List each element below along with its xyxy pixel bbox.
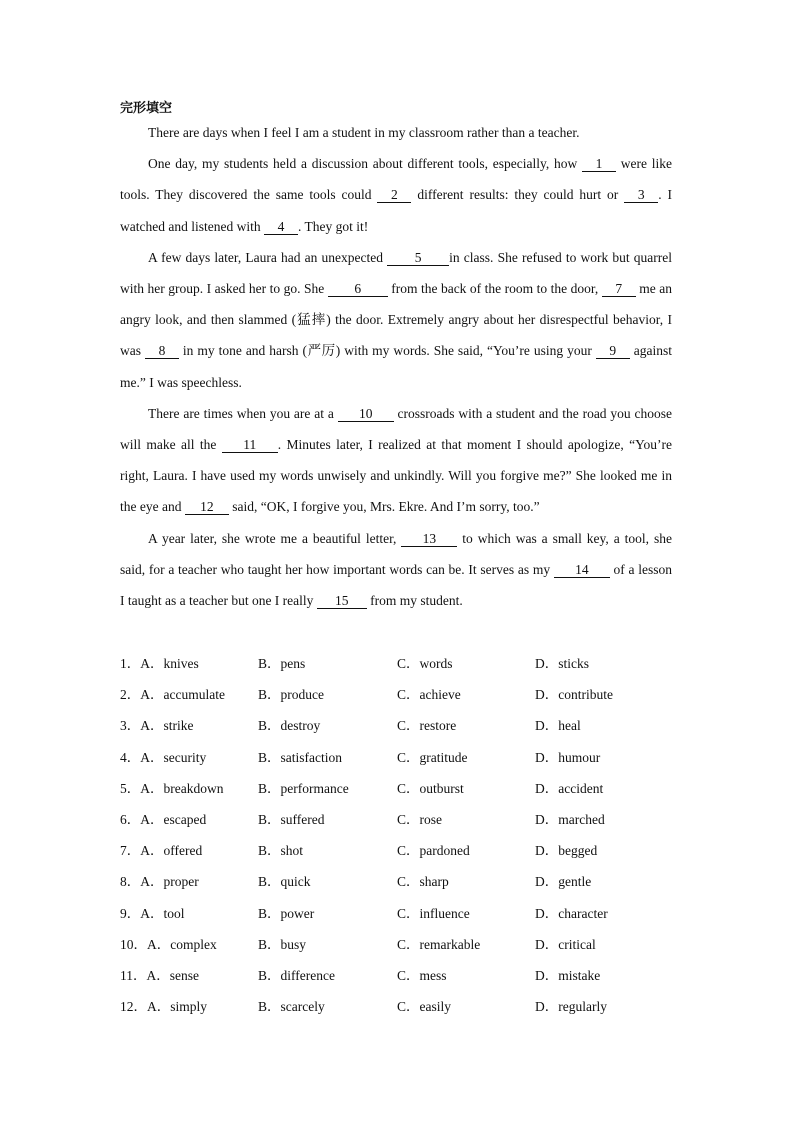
question-row-11 [120,960,680,991]
passage-text: crossroads with a student and the road you choose will make all the [120,405,672,453]
option-b: B．performance [258,780,349,796]
option-b: B．suffered [258,811,325,827]
section-heading: 完形填空 [120,101,173,116]
blank-1: 1 [582,156,616,172]
question-row-10 [120,929,680,960]
option-d: D．sticks [535,656,589,671]
passage-text: different results: they could hurt or [411,187,625,203]
option-a: 3．A．strike [120,718,194,734]
question-row-9 [120,898,680,929]
passage-text: from my student. [366,593,463,609]
blank-15: 15 [317,593,367,609]
option-b: B．difference [258,967,335,983]
option-d: D．character [535,905,608,921]
option-c: C．outburst [397,780,464,796]
passage-text: A year later, she wrote me a beautiful letter, [148,530,402,546]
option-a: 12．A．simply [120,999,208,1015]
paragraph-2 [120,148,672,242]
blank-2: 2 [377,187,411,203]
option-d: D．heal [535,718,581,734]
blank-7: 7 [602,281,636,297]
question-row-3 [120,710,680,741]
question-row-5 [120,773,680,804]
option-b: B．busy [258,936,307,952]
paragraph-5 [120,523,672,617]
option-c: C．sharp [397,874,449,890]
option-a: 2．A．accumulate [120,687,225,703]
option-b: B．scarcely [258,999,325,1015]
option-a: 5．A．breakdown [120,780,224,796]
passage-text: . Minutes later, I realized at that moment I should apologize, “You’re right, Laura. I have used my words unwisely and unkindly. Will you forgive me?” She looked me in the eye and [120,437,672,515]
passage-text: in class. She refused to work but quarrel with her group. I asked her to go. She [120,249,672,297]
question-row-2 [120,679,680,710]
cloze-passage [120,117,672,616]
question-row-1 [120,648,680,679]
option-c: C．rose [397,811,442,827]
passage-text: said, “OK, I forgive you, Mrs. Ekre. And I’m sorry, too.” [228,499,540,515]
option-a: 10．A．complex [120,936,217,952]
passage-text: were like tools. They discovered the same tools could [120,156,672,203]
blank-8: 8 [145,343,179,359]
option-b: B．destroy [258,718,321,734]
option-a: 1．A．knives [120,656,199,671]
option-d: D．accident [535,780,604,796]
passage-text: in my tone and harsh (严厉) with my words. She said, “You’re using your [178,343,596,359]
passage-text: of a lesson I taught as a teacher but one I really [120,561,672,609]
blank-6: 6 [328,281,388,297]
option-b: B．pens [258,656,306,671]
passage-text: me an angry look, and then slammed (猛摔) the door. Extremely angry about her disrespectful behavior, I was [120,281,672,359]
passage-text: from the back of the room to the door, [387,281,602,297]
blank-4: 4 [264,219,298,235]
answer-options [120,648,680,1022]
option-c: C．restore [397,718,457,734]
option-d: D．regularly [535,999,607,1015]
blank-10: 10 [338,406,394,422]
question-row-4 [120,742,680,773]
passage-text: . I watched and listened with [120,187,672,234]
paragraph-1: There are days when I feel I am a student in my classroom rather than a teacher. [148,125,580,140]
option-c: C．pardoned [397,843,470,859]
option-c: C．remarkable [397,936,481,952]
blank-5: 5 [387,250,449,266]
option-d: D．mistake [535,967,601,983]
option-c: C．influence [397,905,470,921]
option-a: 6．A．escaped [120,811,207,827]
option-b: B．shot [258,843,304,859]
option-b: B．quick [258,874,311,890]
question-row-12 [120,991,680,1022]
option-b: B．power [258,905,315,921]
paragraph-4 [120,398,672,523]
passage-text: to which was a small key, a tool, she said, for a teacher who taught her how important words can be. It serves as my [120,530,672,577]
option-c: C．mess [397,967,447,983]
passage-text: A few days later, Laura had an unexpected [148,249,388,265]
option-d: D．marched [535,811,605,827]
blank-11: 11 [222,437,278,453]
question-row-7 [120,835,680,866]
option-d: D．critical [535,936,596,952]
option-a: 4．A．security [120,749,207,765]
option-c: C．easily [397,999,451,1015]
question-row-6 [120,804,680,835]
blank-14: 14 [554,562,610,578]
passage-text: There are times when you are at a [148,405,338,421]
blank-12: 12 [185,499,229,515]
passage-text: One day, my students held a discussion about different tools, especially, how [148,156,583,172]
option-b: B．satisfaction [258,749,342,765]
passage-text: against me.” I was speechless. [120,343,673,390]
passage-text: . They got it! [297,218,369,234]
option-c: C．gratitude [397,749,468,765]
paragraph-3 [120,242,672,398]
blank-3: 3 [624,187,658,203]
blank-9: 9 [596,343,630,359]
option-d: D．begged [535,843,598,859]
option-a: 11．A．sense [120,967,199,983]
option-d: D．gentle [535,874,592,890]
option-a: 9．A．tool [120,905,185,921]
option-a: 7．A．offered [120,843,203,859]
option-d: D．contribute [535,687,613,703]
question-row-8 [120,866,680,897]
blank-13: 13 [401,531,457,547]
option-a: 8．A．proper [120,874,199,890]
option-c: C．achieve [397,687,461,703]
option-b: B．produce [258,687,324,703]
option-c: C．words [397,656,453,671]
option-d: D．humour [535,749,601,765]
